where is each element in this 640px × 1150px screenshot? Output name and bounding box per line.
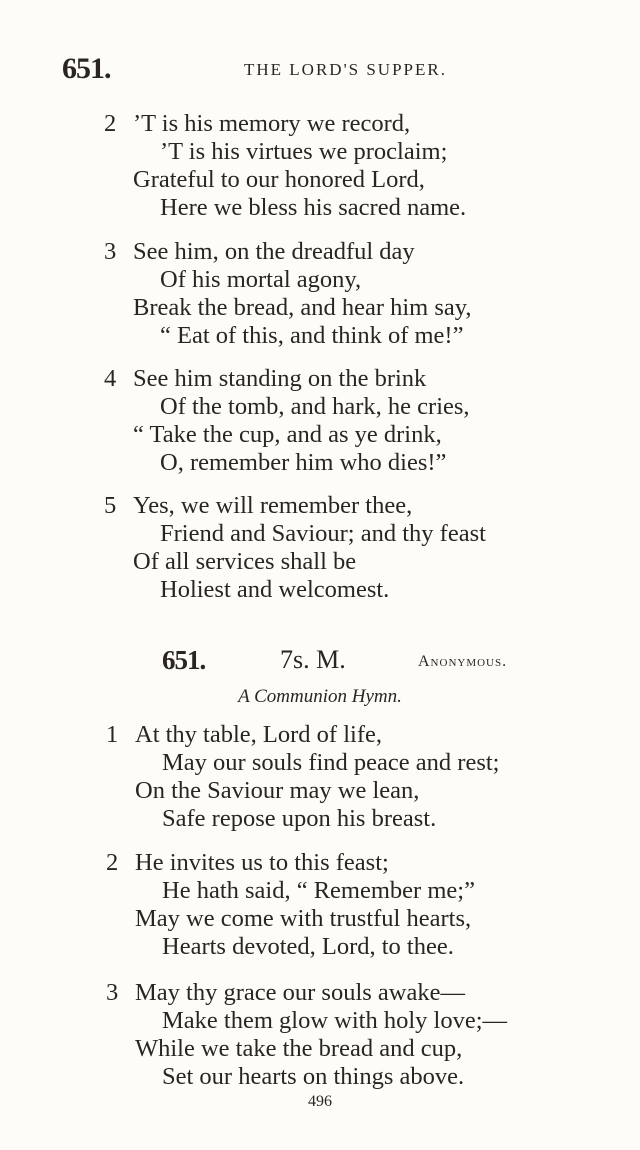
verse-line: “ Take the cup, and as ye drink, [133, 421, 442, 448]
hymn-title: A Communion Hymn. [238, 686, 402, 707]
hymn-heading [162, 645, 582, 681]
verse-line: See him, on the dreadful day [133, 238, 415, 265]
verse-line: Holiest and welcomest. [160, 576, 390, 603]
verse-line: Yes, we will remember thee, [133, 492, 413, 519]
verse-line: At thy table, Lord of life, [135, 721, 382, 748]
verse-line: Hearts devoted, Lord, to thee. [162, 933, 454, 960]
verse-line: “ Eat of this, and think of me!” [160, 322, 464, 349]
verse-line: May our souls find peace and rest; [162, 749, 500, 776]
verse-line: On the Saviour may we lean, [135, 777, 420, 804]
verse-line: Friend and Saviour; and thy feast [160, 520, 486, 547]
header-section-title: THE LORD'S SUPPER. [244, 60, 447, 79]
header-hymn-number: 651. [62, 52, 111, 85]
hymn-author: Anonymous. [418, 653, 508, 670]
verse-line: ’T is his memory we record, [133, 110, 411, 137]
page-number: 496 [308, 1093, 332, 1110]
verse-line: Of all services shall be [133, 548, 357, 575]
stanza-number: 3 [104, 238, 117, 265]
stanza-number: 3 [106, 979, 119, 1006]
verse-line: Here we bless his sacred name. [160, 194, 467, 221]
page-header [62, 52, 582, 88]
stanza-number: 4 [104, 365, 117, 392]
verse-line: See him standing on the brink [133, 365, 427, 392]
hymn-meter: 7s. M. [280, 645, 346, 674]
stanza-number: 5 [104, 492, 117, 519]
verse-line: He hath said, “ Remember me;” [162, 877, 475, 904]
verse-line: He invites us to this feast; [135, 849, 389, 876]
verse-line: Break the bread, and hear him say, [133, 294, 472, 321]
verse-line: May thy grace our souls awake— [135, 979, 465, 1006]
verse-line: Make them glow with holy love;— [162, 1007, 507, 1034]
stanza-number: 2 [106, 849, 119, 876]
verse-line: May we come with trustful hearts, [135, 905, 472, 932]
verse-line: While we take the bread and cup, [135, 1035, 463, 1062]
stanza-number: 2 [104, 110, 117, 137]
verse-line: O, remember him who dies!” [160, 449, 447, 476]
hymn-number: 651. [162, 645, 206, 675]
verse-line: Safe repose upon his breast. [162, 805, 437, 832]
verse-line: Of the tomb, and hark, he cries, [160, 393, 470, 420]
stanza-number: 1 [106, 721, 119, 748]
verse-line: Of his mortal agony, [160, 266, 362, 293]
verse-line: Set our hearts on things above. [162, 1063, 465, 1090]
verse-line: ’T is his virtues we proclaim; [160, 138, 448, 165]
verse-line: Grateful to our honored Lord, [133, 166, 425, 193]
